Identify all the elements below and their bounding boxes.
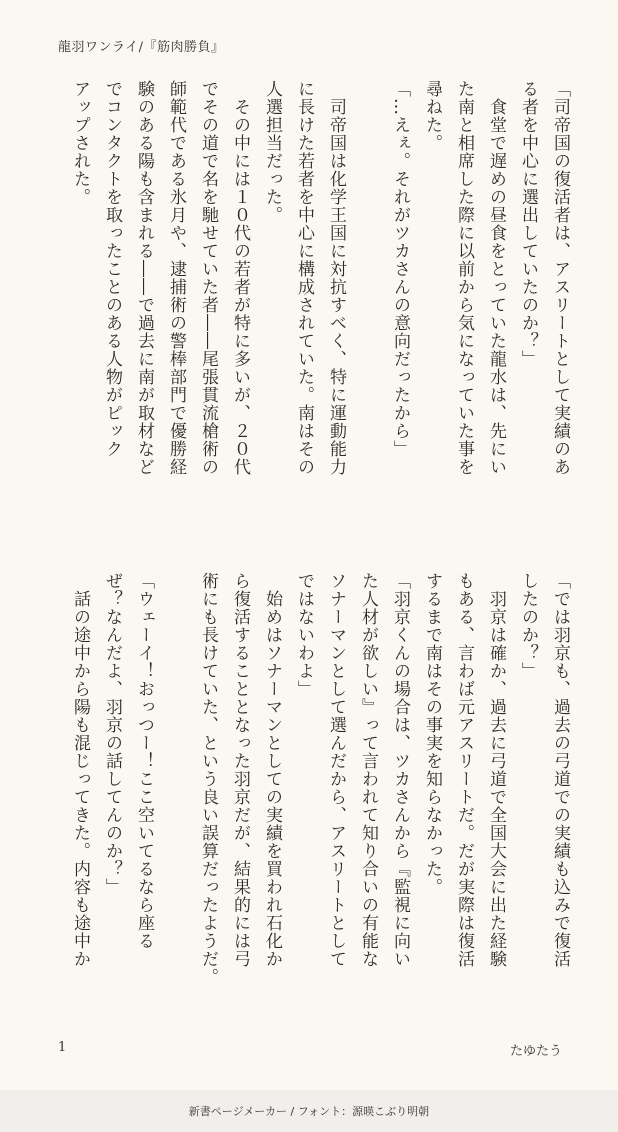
text-column: ソナーマンとして選んだから、アスリートとして [326,572,346,968]
text-column: ら復活することとなった羽京だが、結果的には弓 [230,572,250,968]
text-column: た南と相席した際に以前から気になっていた事を [454,80,474,476]
page-number: 1 [58,1040,67,1055]
text-column: もある、言わば元アスリートだ。だが実際は復活 [454,572,474,968]
text-column [352,80,384,520]
text-column: た人材が欲しい』って言われて知り合いの有能な [358,572,378,968]
text-column: 食堂で遅めの昼食をとっていた龍水は、先にい [486,80,506,476]
text-column: る者を中心に選出していたのか？」 [518,80,538,368]
text-column: 「では羽京も、過去の弓道での実績も込みで復活 [550,572,570,968]
text-column: するまで南はその事実を知らなかった。 [422,572,442,896]
text-column: 始めはソナーマンとしての実績を買われ石化か [262,572,282,968]
text-block-lower [48,572,576,1012]
text-column: でその道で名を馳せていた者――尾張貫流槍術の [198,80,218,476]
text-column: 験のある陽も含まれる――で過去に南が取材など [134,80,154,476]
text-column: 「ウェーイ！おっつー！ここ空いてるなら座る [134,572,154,950]
text-column: 「…えぇ。それがツカさんの意向だったから」 [390,80,410,458]
text-column: したのか？」 [518,572,538,680]
text-column [160,572,192,1012]
text-column: 司帝国は化学王国に対抗すべく、特に運動能力 [326,80,346,476]
page-title: 龍羽ワンライ/『筋肉勝負』 [58,40,225,55]
text-column: 「司帝国の復活者は、アスリートとして実績のあ [550,80,570,476]
text-column: 師範代である氷月や、逮捕術の警棒部門で優勝経 [166,80,186,476]
text-column: 術にも長けていた、という良い誤算だったようだ。 [198,572,218,986]
text-column: 話の途中から陽も混じってきた。内容も途中か [70,572,90,968]
text-column: 羽京は確か、過去に弓道で全国大会に出た経験 [486,572,506,968]
text-column: 「羽京くんの場合は、ツカさんから『監視に向い [390,572,410,968]
text-column: に長けた若者を中心に構成されていた。南はその [294,80,314,476]
text-column: アップされた。 [70,80,90,206]
text-block-upper [48,80,576,520]
text-column: その中には１０代の若者が特に多いが、２０代 [230,80,250,476]
text-column: 人選担当だった。 [262,80,282,224]
author-name: たゆたう [509,1044,562,1059]
text-column: 尋ねた。 [422,80,442,152]
footer-credit: 新書ページメーカー / フォント：源暎こぶり明朝 [0,1090,618,1132]
text-column: ではないわよ」 [294,572,314,698]
text-column: でコンタクトを取ったことのある人物がピック [102,80,122,458]
text-column: ぜ？なんだよ、羽京の話してんのか？」 [102,572,122,896]
